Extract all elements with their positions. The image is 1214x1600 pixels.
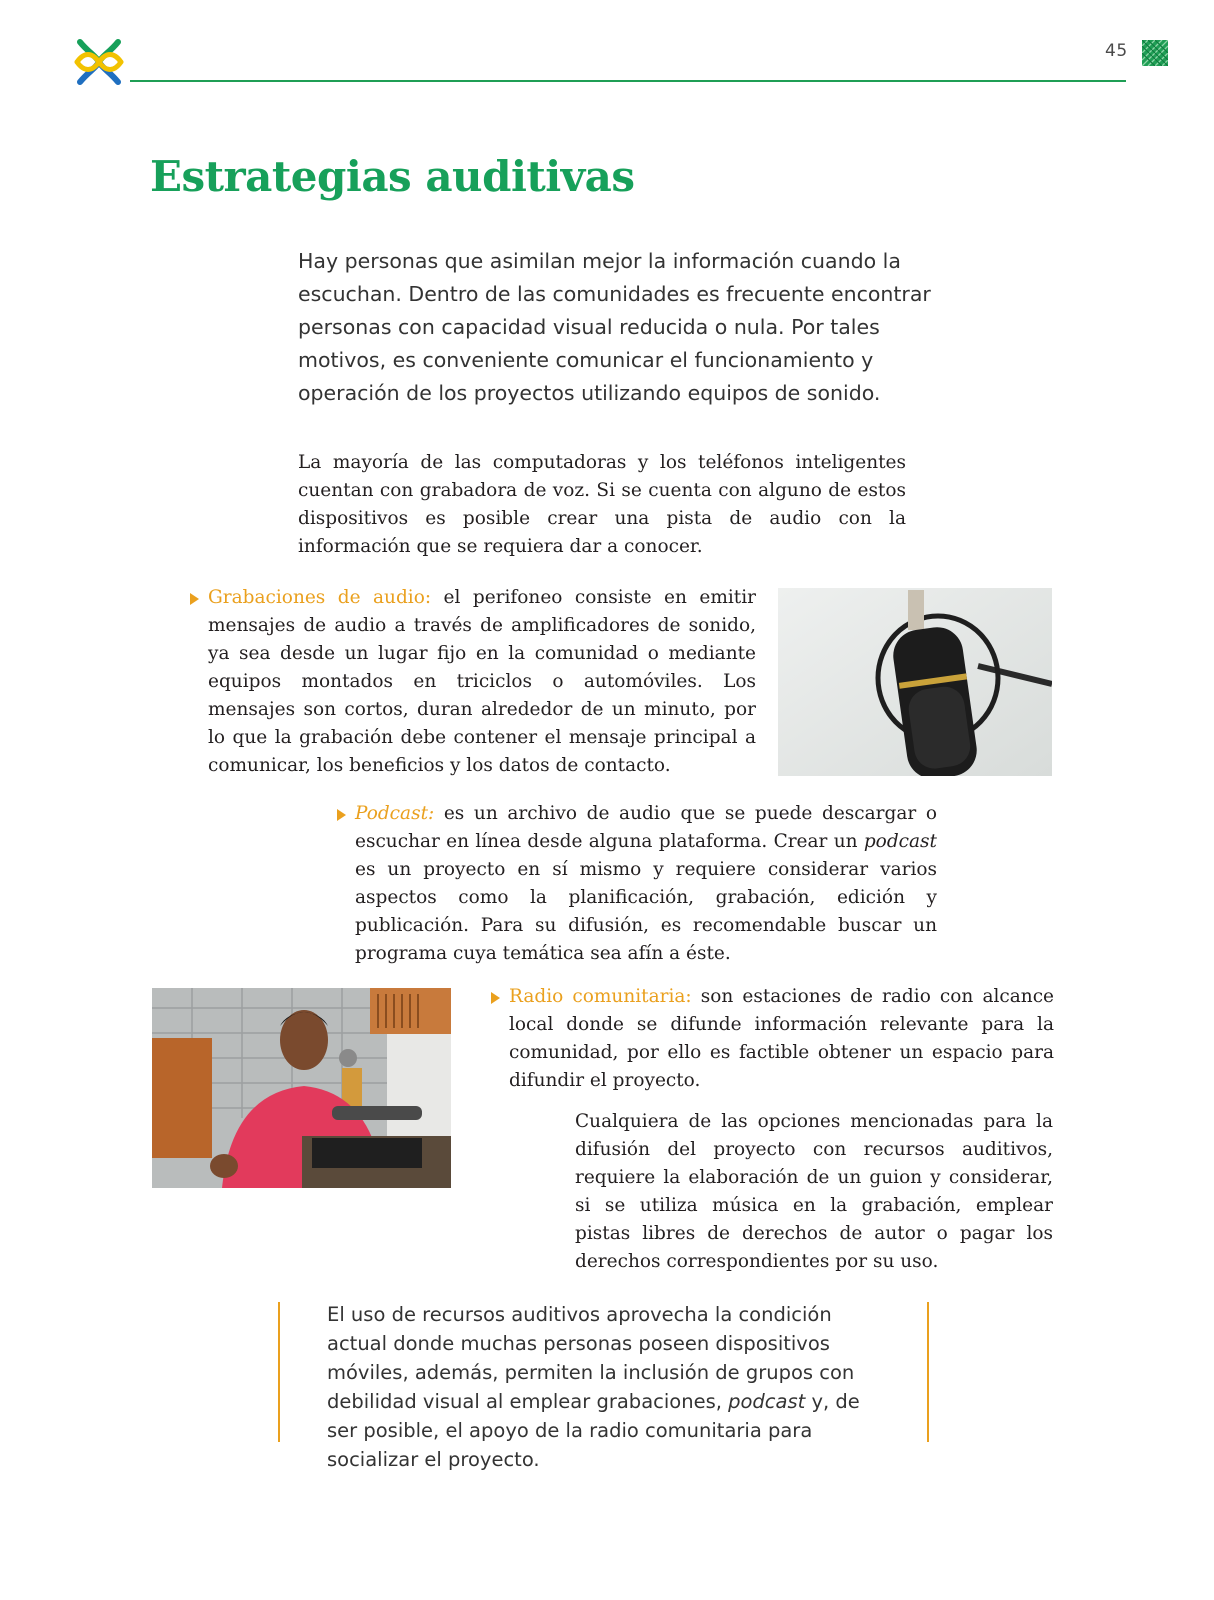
devices-paragraph: La mayoría de las computadoras y los teléfonos inteligentes cuentan con grabadora de voz. Si se cuenta con alguno de estos dispositivos es posible crear una pista de audio con la información que se requiera dar a conocer.: [298, 452, 906, 557]
callout-right-bar: [927, 1302, 929, 1442]
program-logo-icon: [74, 38, 124, 86]
callout-text: [327, 1300, 887, 1474]
microphone-photo: [778, 588, 1052, 776]
header-rule: [130, 80, 1126, 82]
corner-pattern-icon: [1142, 40, 1168, 66]
bullet-label: Podcast:: [355, 803, 435, 824]
page-number: 45: [1105, 41, 1128, 61]
bullet-label: Grabaciones de audio:: [208, 587, 432, 608]
radio-host-photo: [152, 988, 451, 1188]
bullet-arrow-icon: [337, 809, 346, 821]
page-title: Estrategias auditivas: [150, 152, 635, 201]
intro-paragraph: Hay personas que asimilan mejor la información cuando la escuchan. Dentro de las comunidades es frecuente encontrar personas con capacidad visual reducida o nula. Por tales motivos, es conveniente comunicar el funcionamiento y operación de los proyectos utilizando equipos de sonido.: [298, 249, 931, 405]
bullet-podcast: [355, 800, 937, 968]
bullet-text: es un archivo de audio que se puede descargar o escuchar en línea desde alguna plataforma. Crear un: [355, 803, 937, 852]
callout-text-part: y, de ser posible, el apoyo de la radio comunitaria para socializar el proyecto.: [327, 1390, 860, 1471]
callout-left-bar: [278, 1302, 280, 1442]
bullet-text: son estaciones de radio con alcance local donde se difunde información relevante para la comunidad, por ello es factible obtener un espacio para difundir el proyecto.: [509, 986, 1055, 1091]
bullet-text-italic: podcast: [863, 831, 937, 852]
bullet-arrow-icon: [190, 593, 199, 605]
bullet-arrow-icon: [491, 992, 500, 1004]
bullet-label: Radio comunitaria:: [509, 986, 692, 1007]
bullet-text: el perifoneo consiste en emitir mensajes de audio a través de amplificadores de sonido, ya sea desde un lugar fijo en la comunidad o mediante equipos montados en triciclos o automóviles. Los mensajes son cortos, duran alrededor de un minuto, por lo que la grabación debe contener el mensaje principal a comunicar, los beneficios y los datos de contacto.: [208, 587, 756, 776]
summary-callout: [278, 1302, 928, 1471]
callout-text-italic: podcast: [728, 1390, 806, 1413]
bullet-text: es un proyecto en sí mismo y requiere considerar varios aspectos como la planificación, grabación, edición y publicación. Para su difusión, es recomendable buscar un programa cuya temática sea afín a éste.: [355, 859, 937, 964]
copyright-paragraph: Cualquiera de las opciones mencionadas para la difusión del proyecto con recursos auditivos, requiere la elaboración de un guion y considerar, si se utiliza música en la grabación, emplear pistas libres de derechos de autor o pagar los derechos correspondientes por su uso.: [575, 1111, 1053, 1272]
callout-text-part: El uso de recursos auditivos aprovecha la condición actual donde muchas personas poseen dispositivos móviles, además, permiten la inclusión de grupos con debilidad visual al emplear grabaciones,: [327, 1303, 855, 1413]
bullet-community-radio: [509, 983, 1054, 1095]
bullet-audio-recordings: [208, 584, 756, 780]
